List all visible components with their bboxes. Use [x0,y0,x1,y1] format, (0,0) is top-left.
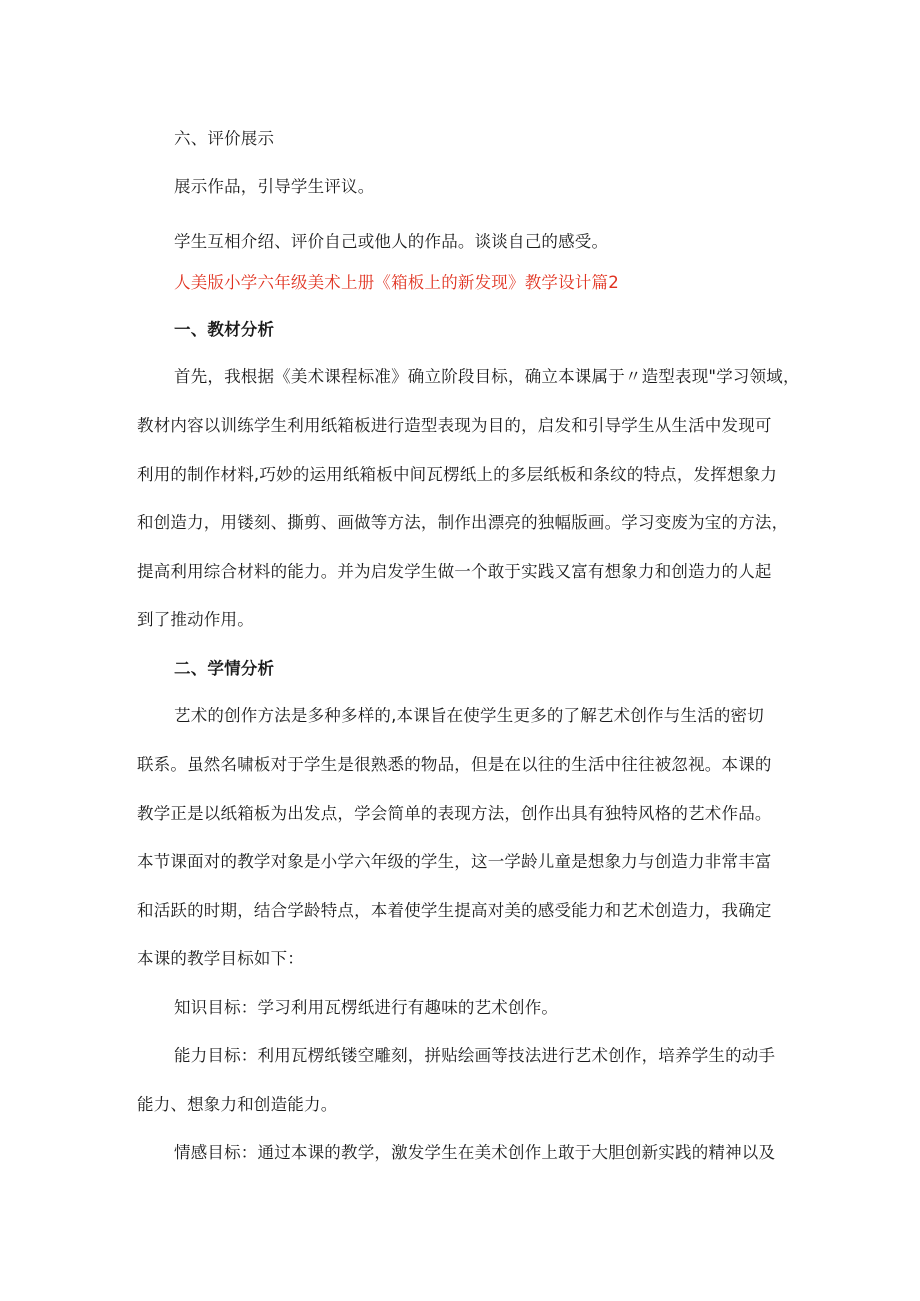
material-line-4: 和创造力，用镂刻、撕剪、画做等方法，制作出漂亮的独幅版画。学习变废为宝的方法， [137,513,789,532]
material-line-2: 教材内容以训练学生利用纸箱板进行造型表现为目的，启发和引导学生从生活中发现可 [137,416,772,435]
goal-ability-line-2: 能力、想象力和创造能力。 [137,1095,338,1114]
section-material-heading: 一、教材分析 [174,320,275,339]
material-line-1: 首先，我根据《美术课程标准》确立阶段目标，确立本课属于〃造型表现"学习领域， [174,367,800,386]
material-line-6: 到了推动作用。 [137,610,254,629]
section-six-paragraph-2: 学生互相介绍、评价自己或他人的作品。谈谈自己的感受。 [174,232,609,251]
students-line-2: 联系。虽然名啸板对于学生是很熟悉的物品，但是在以往的生活中往往被忽视。本课的 [137,755,772,774]
students-line-6: 本课的教学目标如下： [137,949,304,968]
students-line-5: 和活跃的时期，结合学龄特点，本着使学生提高对美的感受能力和艺术创造力，我确定 [137,901,772,920]
goal-emotion: 情感目标：通过本课的教学，激发学生在美术创作上敢于大胆创新实践的精神以及 [174,1143,776,1162]
goal-knowledge: 知识目标：学习利用瓦楞纸进行有趣味的艺术创作。 [174,998,559,1017]
material-line-3: 利用的制作材料,巧妙的运用纸箱板中间瓦楞纸上的多层纸板和条纹的特点，发挥想象力 [137,465,778,484]
section-six-paragraph-1: 展示作品，引导学生评议。 [174,177,375,196]
students-line-1: 艺术的创作方法是多种多样的,本课旨在使学生更多的了解艺术创作与生活的密切 [174,706,764,725]
students-line-3: 教学正是以纸箱板为出发点，学会简单的表现方法，创作出具有独特风格的艺术作品。 [137,804,772,823]
material-line-5: 提高利用综合材料的能力。并为启发学生做一个敢于实践又富有想象力和创造力的人起 [137,562,772,581]
students-line-4: 本节课面对的教学对象是小学六年级的学生，这一学龄儿童是想象力与创造力非常丰富 [137,852,772,871]
goal-ability-line-1: 能力目标：利用瓦楞纸镂空雕刻，拼贴绘画等技法进行艺术创作，培养学生的动手 [174,1046,776,1065]
section-six-title: 六、评价展示 [174,129,275,148]
section-students-heading: 二、学情分析 [174,659,275,678]
article-title: 人美版小学六年级美术上册《箱板上的新发现》教学设计篇2 [174,273,619,292]
